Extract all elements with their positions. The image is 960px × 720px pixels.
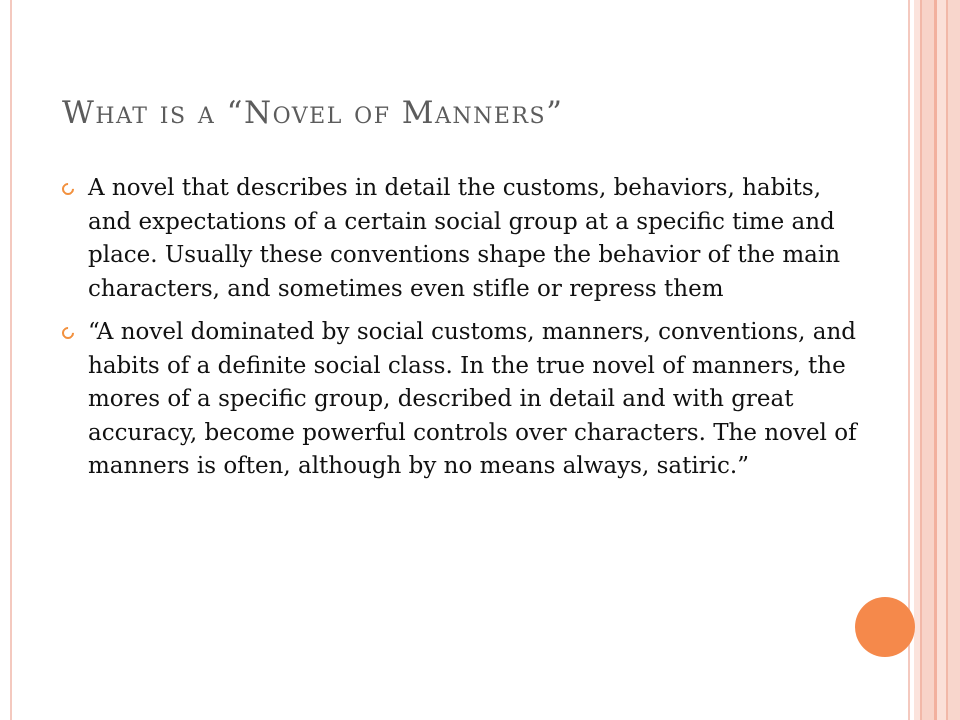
bullet-icon [60, 181, 77, 198]
bullet-item [58, 316, 858, 484]
slide-title: What is a “Novel of Manners” [62, 95, 564, 131]
bullet-text: “A novel dominated by social customs, manners, conventions, and habits of a definite social class. In the true novel of manners, the mores of a specific group, described in detail and with great accuracy, become powerful controls over characters. The novel of manners is often, although by no means always, satiric.” [88, 319, 857, 479]
bullet-text: A novel that describes in detail the customs, behaviors, habits, and expectations of a certain social group at a specific time and place. Usually these conventions shape the behavior of the main characters, and sometimes even stifle or repress them [88, 175, 841, 302]
decorative-circle [855, 597, 915, 657]
bullet-list [58, 172, 858, 494]
bullet-icon [60, 325, 77, 342]
bullet-item [58, 172, 858, 306]
decorative-stripes [914, 0, 960, 720]
